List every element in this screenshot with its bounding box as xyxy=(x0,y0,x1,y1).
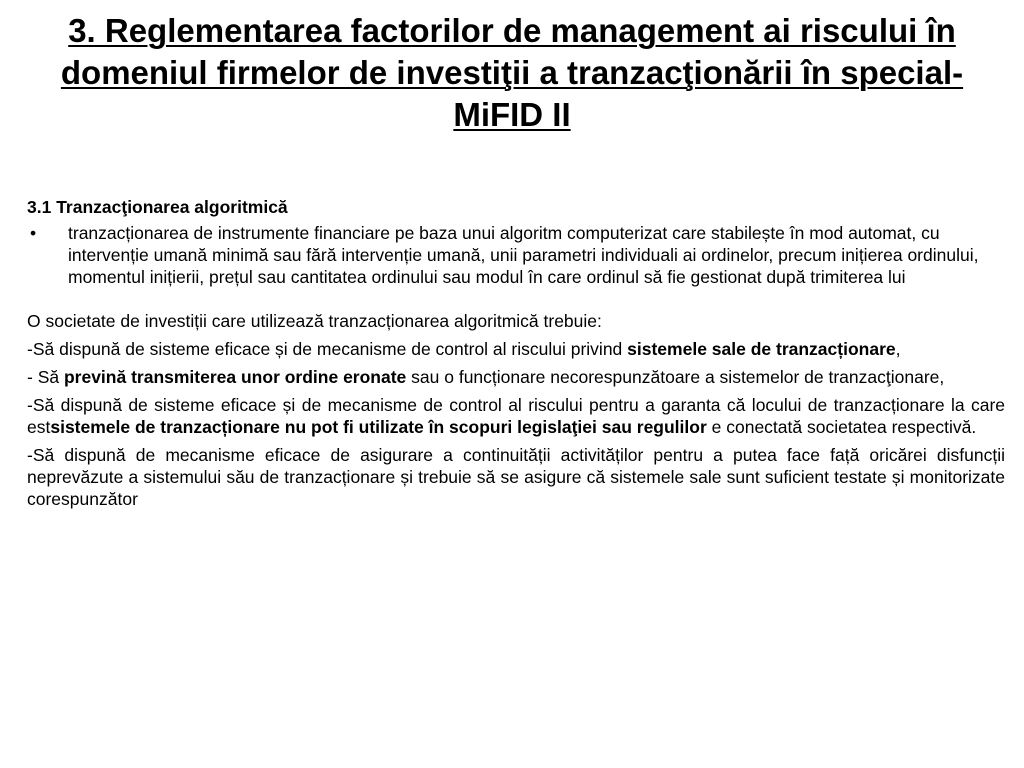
requirements-intro: O societate de investiții care utilizează tranzacționarea algoritmică trebuie: xyxy=(27,311,602,331)
section-heading: 3.1 Tranzacţionarea algoritmică xyxy=(27,197,288,217)
requirement-text: -Să dispună de mecanisme eficace de asigurare a continuității activităților pentru a putea face față oricărei disfuncții neprevăzute a sistemului său de tranzacționare și trebuie să se asigure că sistemele sale sunt suficient testate și monitorizate corespunzător xyxy=(27,445,1005,509)
requirement-text: , xyxy=(895,339,901,359)
requirement-text: sau o funcționare necorespunzătoare a sistemelor de tranzacţionare, xyxy=(406,367,945,387)
bullet-icon: • xyxy=(30,223,37,243)
requirement-emphasis: prevină transmiterea unor ordine eronate xyxy=(63,367,407,387)
requirement-continuity xyxy=(27,444,1005,510)
requirement-text: e conectată societatea respectivă. xyxy=(706,417,977,437)
slide-content xyxy=(27,196,1005,516)
slide-title: 3. Reglementarea factorilor de management ai riscului în domeniul firmelor de investiţii a tranzacţionării în special-MiFID II xyxy=(60,12,964,133)
requirement-emphasis: sistemele sale de tranzacționare xyxy=(627,339,896,359)
requirement-text: -Să dispună de sisteme eficace și de mecanisme de control al riscului pentru a garanta că locului de tranzacționare la care est xyxy=(27,395,1005,437)
requirement-risk-controls xyxy=(27,338,1005,360)
requirement-text: - Să xyxy=(27,367,64,387)
definition-bullet xyxy=(27,222,1005,288)
requirement-lawful-use xyxy=(27,394,1005,438)
definition-text: tranzacționarea de instrumente financiare pe baza unui algoritm computerizat care stabilește în mod automat, cu intervenție umană minimă sau fără intervenție umană, unii parametri individuali ai ordinelor, precum inițierea ordinului, momentul inițierii, prețul sau cantitatea ordinului sau modul în care ordinul să fie gestionat după trimiterea lui xyxy=(68,223,979,287)
requirement-text: -Să dispună de sisteme eficace și de mecanisme de control al riscului privind xyxy=(27,339,628,359)
requirement-prevent-errors xyxy=(27,366,1005,388)
requirement-emphasis: sistemele de tranzacționare nu pot fi utilizate în scopuri legislaţiei sau regulilor xyxy=(50,417,707,437)
